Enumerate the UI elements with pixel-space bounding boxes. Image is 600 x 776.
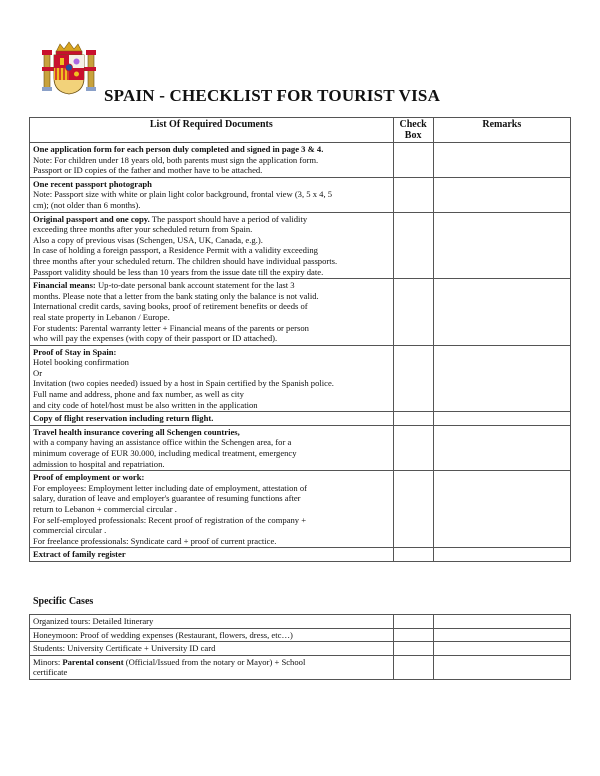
document-description-cell <box>30 655 394 679</box>
document-text-line <box>33 667 390 678</box>
check-box-cell[interactable] <box>393 412 433 426</box>
text: International credit cards, saving books, proof of retirement benefits or deeds of <box>33 301 308 312</box>
required-documents-body <box>30 143 571 562</box>
text: three months after your scheduled return. The children should have individual passports. <box>33 255 338 266</box>
document-text-line <box>33 291 390 302</box>
document-text-line <box>33 323 390 334</box>
document-description-cell <box>30 143 394 178</box>
document-description-cell <box>30 412 394 426</box>
document-text-line <box>33 224 390 235</box>
text: Hotel booking confirmation <box>33 357 129 368</box>
check-box-cell[interactable] <box>393 642 433 656</box>
specific-case-row <box>30 642 571 656</box>
specific-case-row <box>30 628 571 642</box>
bold-text: Travel health insurance covering all Schengen countries, <box>33 426 240 437</box>
bold-text: Extract of family register <box>33 549 126 560</box>
document-description-cell <box>30 471 394 548</box>
bold-text: Parental consent <box>62 656 124 667</box>
text: For students: Parental warranty letter + Financial means of the parents or person <box>33 322 309 333</box>
document-text-line <box>33 616 390 627</box>
text: with a company having an assistance office within the Schengen area, for a <box>33 437 292 448</box>
document-description-cell <box>30 548 394 562</box>
text: and city code of hotel/host must be also written in the application <box>33 399 258 410</box>
document-text-line <box>33 144 390 155</box>
document-text-line <box>33 448 390 459</box>
remarks-cell[interactable] <box>433 177 570 212</box>
check-box-cell[interactable] <box>393 425 433 470</box>
bold-text: Proof of Stay in Spain: <box>33 346 117 357</box>
specific-cases-table <box>29 614 571 680</box>
page-title: SPAIN - CHECKLIST FOR TOURIST VISA <box>104 86 441 105</box>
text: exceeding three months after your scheduled return from Spain. <box>33 224 253 235</box>
document-row <box>30 412 571 426</box>
document-text-line <box>33 155 390 166</box>
text: Up-to-date personal bank account statement for the last 3 <box>95 280 295 291</box>
document-text-line <box>33 549 390 560</box>
document-text-line <box>33 200 390 211</box>
document-text-line <box>33 280 390 291</box>
remarks-cell[interactable] <box>433 615 570 629</box>
remarks-cell[interactable] <box>433 143 570 178</box>
document-text-line <box>33 267 390 278</box>
check-box-cell[interactable] <box>393 548 433 562</box>
document-text-line <box>33 504 390 515</box>
remarks-cell[interactable] <box>433 548 570 562</box>
check-box-cell[interactable] <box>393 143 433 178</box>
text: For self-employed professionals: Recent proof of registration of the company + <box>33 514 307 525</box>
specific-case-row <box>30 615 571 629</box>
document-row <box>30 279 571 346</box>
text: For freelance professionals: Syndicate card + proof of current practice. <box>33 535 277 546</box>
bold-text: Original passport and one copy. <box>33 213 150 224</box>
document-text-line <box>33 493 390 504</box>
text: salary, duration of leave and employer's guarantee of resuming functions after <box>33 493 301 504</box>
document-description-cell <box>30 425 394 470</box>
remarks-cell[interactable] <box>433 212 570 279</box>
document-text-line <box>33 657 390 668</box>
text: Passport or ID copies of the father and mother have to be attached. <box>33 165 263 176</box>
document-text-line <box>33 312 390 323</box>
text: months. Please note that a letter from the bank stating only the balance is not valid. <box>33 290 319 301</box>
text: (Official/Issued from the notary or Mayor) + School <box>123 656 306 667</box>
document-text-line <box>33 333 390 344</box>
bold-text: Proof of employment or work: <box>33 472 145 483</box>
check-box-cell[interactable] <box>393 655 433 679</box>
document-row <box>30 345 571 412</box>
text: In case of holding a foreign passport, a Residence Permit with a validity exceeding <box>33 245 318 256</box>
text: real state property in Lebanon / Europe. <box>33 311 170 322</box>
text: Passport validity should be less than 10 years from the issue date till the expiry date. <box>33 266 324 277</box>
remarks-cell[interactable] <box>433 425 570 470</box>
check-box-cell[interactable] <box>393 212 433 279</box>
remarks-cell[interactable] <box>433 642 570 656</box>
remarks-cell[interactable] <box>433 471 570 548</box>
text: cm); (not older than 6 months). <box>33 199 141 210</box>
document-text-line <box>33 515 390 526</box>
document-description-cell <box>30 279 394 346</box>
document-text-line <box>33 235 390 246</box>
table-header-row <box>30 118 571 143</box>
specific-cases-heading: Specific Cases <box>33 596 94 607</box>
document-text-line <box>33 165 390 176</box>
text: Organized tours: Detailed Itinerary <box>33 616 154 626</box>
document-text-line <box>33 347 390 358</box>
bold-text: Copy of flight reservation including return flight. <box>33 413 214 424</box>
text: Minors: <box>33 656 63 667</box>
document-description-cell <box>30 642 394 656</box>
text: Also a copy of previous visas (Schengen, USA, UK, Canada, e.g.). <box>33 234 263 245</box>
check-box-cell[interactable] <box>393 628 433 642</box>
text: who will pay the expenses (with copy of their passport or ID attached). <box>33 333 278 344</box>
check-box-cell[interactable] <box>393 471 433 548</box>
bold-text: One application form for each person duly completed and signed in page 3 & 4. <box>33 144 324 154</box>
bold-text: One recent passport photograph <box>33 178 152 189</box>
documents-column-header: List Of Required Documents <box>30 118 394 143</box>
document-text-line <box>33 483 390 494</box>
text: Or <box>33 367 43 378</box>
document-text-line <box>33 459 390 470</box>
specific-case-row <box>30 655 571 679</box>
bold-text: Financial means: <box>33 280 96 291</box>
spain-coat-of-arms-icon <box>42 40 96 96</box>
remarks-column-header: Remarks <box>433 118 570 143</box>
document-row <box>30 143 571 178</box>
document-text-line <box>33 536 390 547</box>
document-text-line <box>33 378 390 389</box>
check-box-cell[interactable] <box>393 345 433 412</box>
remarks-cell[interactable] <box>433 628 570 642</box>
document-row <box>30 212 571 279</box>
document-description-cell <box>30 345 394 412</box>
remarks-cell[interactable] <box>433 412 570 426</box>
document-description-cell <box>30 212 394 279</box>
text: For employees: Employment letter including date of employment, attestation of <box>33 482 307 493</box>
document-description-cell <box>30 177 394 212</box>
document-text-line <box>33 357 390 368</box>
document-description-cell <box>30 628 394 642</box>
document-text-line <box>33 245 390 256</box>
check-box-cell[interactable] <box>393 279 433 346</box>
text: Full name and address, phone and fax number, as well as city <box>33 389 244 400</box>
document-text-line <box>33 179 390 190</box>
text: Note: For children under 18 years old, both parents must sign the application form. <box>33 154 319 165</box>
document-text-line <box>33 630 390 641</box>
document-text-line <box>33 256 390 267</box>
text: Invitation (two copies needed) issued by a host in Spain certified by the Spanish police. <box>33 378 334 389</box>
document-row <box>30 177 571 212</box>
required-documents-table <box>29 117 571 562</box>
remarks-cell[interactable] <box>433 655 570 679</box>
specific-cases-body <box>30 615 571 680</box>
document-description-cell <box>30 615 394 629</box>
document-text-line <box>33 368 390 379</box>
document-text-line <box>33 301 390 312</box>
document-text-line <box>33 413 390 424</box>
check-box-column-header: Check Box <box>393 118 433 143</box>
check-box-cell[interactable] <box>393 177 433 212</box>
document-text-line <box>33 643 390 654</box>
remarks-cell[interactable] <box>433 345 570 412</box>
document-text-line <box>33 427 390 438</box>
text: The passport should have a period of validity <box>149 213 308 224</box>
document-row <box>30 425 571 470</box>
text: Honeymoon: Proof of wedding expenses (Restaurant, flowers, dress, etc…) <box>33 629 293 640</box>
remarks-cell[interactable] <box>433 279 570 346</box>
document-text-line <box>33 472 390 483</box>
text: return to Lebanon + commercial circular . <box>33 504 177 514</box>
text: admission to hospital and repatriation. <box>33 458 165 469</box>
document-text-line <box>33 189 390 200</box>
text: Students: University Certificate + University ID card <box>33 643 216 654</box>
document-text-line <box>33 214 390 225</box>
text: minimum coverage of EUR 30.000, including medical treatment, emergency <box>33 448 297 459</box>
document-text-line <box>33 437 390 448</box>
document-text-line <box>33 525 390 536</box>
document-text-line <box>33 389 390 400</box>
document-row <box>30 471 571 548</box>
document-row <box>30 548 571 562</box>
text: certificate <box>33 667 68 678</box>
text: commercial circular . <box>33 525 107 536</box>
text: Note: Passport size with white or plain light color background, frontal view (3, 5 x 4, 5 <box>33 189 333 200</box>
check-box-cell[interactable] <box>393 615 433 629</box>
document-text-line <box>33 400 390 411</box>
